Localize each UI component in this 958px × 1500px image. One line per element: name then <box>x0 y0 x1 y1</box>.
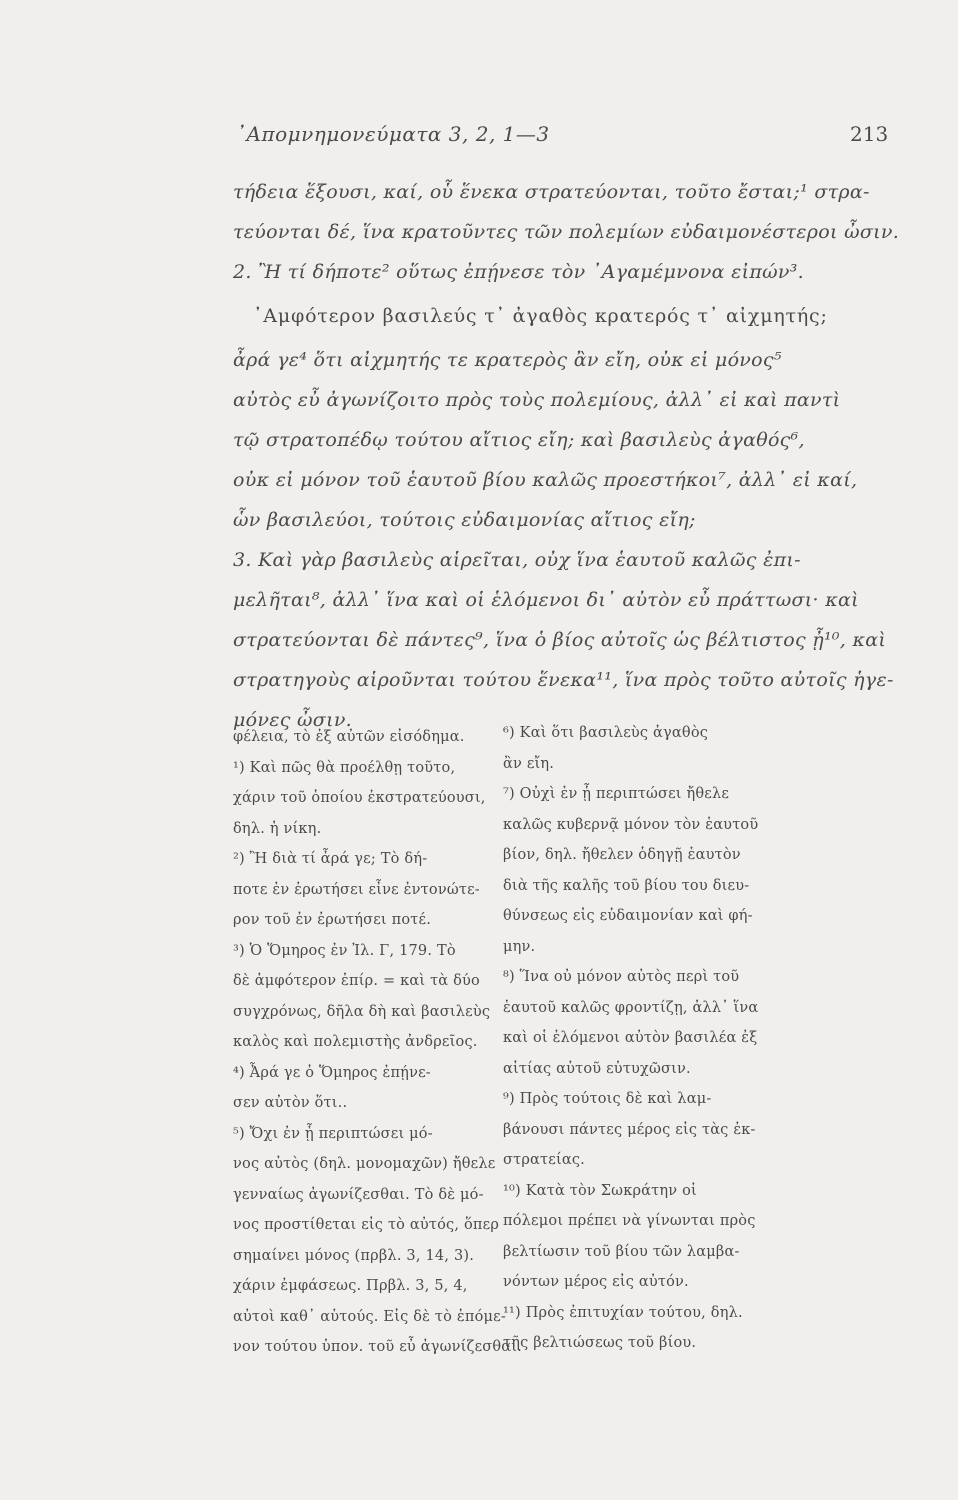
text-line: 3. Καὶ γὰρ βασιλεὺς αἱρεῖται, οὐχ ἵνα ἑαυτοῦ καλῶς ἐπι- <box>233 549 801 571</box>
footnote-line: ⁹) Πρὸς τούτοις δὲ καὶ λαμ- <box>503 1091 712 1107</box>
page-number: 213 <box>850 122 889 146</box>
footnote-line: καλὸς καὶ πολεμιστὴς ἀνδρεῖος. <box>233 1034 478 1050</box>
footnote-line: βίον, δηλ. ἤθελεν ὁδηγῇ ἑαυτὸν <box>503 847 741 863</box>
footnote-line: νον τούτου ὑπον. τοῦ εὖ ἀγωνίζεσθαι. <box>233 1339 522 1355</box>
footnote-line: ¹⁰) Κατὰ τὸν Σωκράτην οἱ <box>503 1182 697 1199</box>
text-line: οὐκ εἰ μόνον τοῦ ἑαυτοῦ βίου καλῶς προεστήκοι⁷, ἀλλ᾽ εἰ καί, <box>233 469 858 491</box>
text-line: στρατηγοὺς αἱροῦνται τούτου ἕνεκα¹¹, ἵνα πρὸς τοῦτο αὐτοῖς ἡγε- <box>233 669 894 691</box>
text-line: στρατεύονται δὲ πάντες⁹, ἵνα ὁ βίος αὐτοῖς ὡς βέλτιστος ᾖ¹⁰, καὶ <box>233 629 887 651</box>
text-line: τεύονται δέ, ἵνα κρατοῦντες τῶν πολεμίων εὐδαιμονέστεροι ὦσιν. <box>233 221 900 243</box>
footnotes-right-column <box>503 718 759 1359</box>
footnote-line: νόντων μέρος εἰς αὐτόν. <box>503 1274 689 1290</box>
footnote-line: φέλεια, τὸ ἐξ αὐτῶν εἰσόδημα. <box>233 729 465 745</box>
footnote-line: ἑαυτοῦ καλῶς φροντίζῃ, ἀλλ᾽ ἵνα <box>503 999 759 1016</box>
footnote-line: βάνουσι πάντες μέρος εἰς τὰς ἐκ- <box>503 1121 756 1138</box>
footnote-line: χάριν τοῦ ὁποίου ἐκστρατεύουσι, <box>233 790 486 806</box>
footnote-line: ²) Ἢ διὰ τί ἆρά γε; Τὸ δή- <box>233 851 428 867</box>
footnote-line: χάριν ἐμφάσεως. Πρβλ. 3, 5, 4, <box>233 1278 468 1294</box>
footnote-line: ¹¹) Πρὸς ἐπιτυχίαν τούτου, δηλ. <box>503 1304 743 1321</box>
footnote-line: συγχρόνως, δῆλα δὴ καὶ βασιλεὺς <box>233 1003 491 1020</box>
footnote-line: πόλεμοι πρέπει νὰ γίνωνται πρὸς <box>503 1213 756 1229</box>
footnote-line: στρατείας. <box>503 1152 585 1168</box>
footnote-line: θύνσεως εἰς εὐδαιμονίαν καὶ φή- <box>503 908 753 924</box>
footnote-line: σημαίνει μόνος (πρβλ. 3, 14, 3). <box>233 1247 475 1264</box>
footnote-line: ⁶) Καὶ ὅτι βασιλεὺς ἀγαθὸς <box>503 725 709 741</box>
footnote-line: τῆς βελτιώσεως τοῦ βίου. <box>503 1335 697 1351</box>
verse-quotation: ᾽Αμφότερον βασιλεύς τ᾽ ἀγαθὸς κρατερός τ᾽ αἰχμητής; <box>253 305 828 327</box>
page-header <box>0 122 958 156</box>
footnote-line: αἰτίας αὐτοῦ εὐτυχῶσιν. <box>503 1060 691 1077</box>
footnote-line: ποτε ἐν ἐρωτήσει εἶνε ἐντονώτε- <box>233 881 480 898</box>
footnote-line: ἂν εἴη. <box>503 755 555 772</box>
text-line: ἆρά γε⁴ ὅτι αἰχμητής τε κρατερὸς ἂν εἴη, οὐκ εἰ μόνος⁵ <box>233 349 782 371</box>
footnote-line: ⁸) Ἵνα οὐ μόνον αὐτὸς περὶ τοῦ <box>503 969 740 985</box>
main-text <box>233 172 900 740</box>
footnote-line: δηλ. ἡ νίκη. <box>233 820 322 837</box>
footnote-line: ⁴) Ἆρά γε ὁ Ὅμηρος ἐπῄνε- <box>233 1064 431 1081</box>
text-line: 2. Ἢ τί δήποτε² οὕτως ἐπῄνεσε τὸν ᾽Αγαμέμνονα εἰπών³. <box>233 261 805 283</box>
footnote-line: δὲ ἀμφότερον ἐπίρ. = καὶ τὰ δύο <box>233 973 480 989</box>
footnote-line: καὶ οἱ ἑλόμενοι αὐτὸν βασιλέα ἐξ <box>503 1030 758 1046</box>
footnote-line: αὐτοὶ καθ᾽ αὑτούς. Εἰς δὲ τὸ ἑπόμε- <box>233 1308 506 1325</box>
footnote-line: βελτίωσιν τοῦ βίου τῶν λαμβα- <box>503 1243 740 1260</box>
footnote-line: μην. <box>503 938 536 955</box>
footnote-line: νος αὐτὸς (δηλ. μονομαχῶν) ἤθελε <box>233 1156 496 1172</box>
footnote-line: νος προστίθεται εἰς τὸ αὐτός, ὅπερ <box>233 1217 500 1233</box>
text-line: ὧν βασιλεύοι, τούτοις εὐδαιμονίας αἴτιος εἴη; <box>233 509 696 531</box>
text-line: αὐτὸς εὖ ἀγωνίζοιτο πρὸς τοὺς πολεμίους, ἀλλ᾽ εἰ καὶ παντὶ <box>233 389 841 411</box>
footnote-line: σεν αὐτὸν ὅτι.. <box>233 1095 348 1111</box>
running-head: ᾽Απομνημονεύματα 3, 2, 1—3 <box>236 122 550 146</box>
footnote-line: ⁵) Ὄχι ἐν ᾗ περιπτώσει μό- <box>233 1125 433 1142</box>
footnote-line: ³) Ὁ Ὅμηρος ἐν Ἰλ. Γ, 179. Τὸ <box>233 942 456 959</box>
footnote-line: γενναίως ἀγωνίζεσθαι. Τὸ δὲ μό- <box>233 1186 484 1203</box>
text-line: μόνες ὦσιν. <box>233 709 353 731</box>
text-line: τῷ στρατοπέδῳ τούτου αἴτιος εἴη; καὶ βασιλεὺς ἀγαθός⁶, <box>233 429 805 451</box>
footnote-line: ¹) Καὶ πῶς θὰ προέλθῃ τοῦτο, <box>233 759 456 776</box>
footnote-line: καλῶς κυβερνᾷ μόνον τὸν ἑαυτοῦ <box>503 816 759 833</box>
footnote-line: ρον τοῦ ἐν ἐρωτήσει ποτέ. <box>233 912 432 928</box>
text-line: μελῆται⁸, ἀλλ᾽ ἵνα καὶ οἱ ἑλόμενοι δι᾽ αὐτὸν εὖ πράττωσι· καὶ <box>233 589 859 611</box>
text-line: τήδεια ἕξουσι, καί, οὗ ἕνεκα στρατεύονται, τοῦτο ἔσται;¹ στρα- <box>233 181 870 203</box>
footnote-line: διὰ τῆς καλῆς τοῦ βίου του διευ- <box>503 877 750 894</box>
footnote-line: ⁷) Οὐχὶ ἐν ᾗ περιπτώσει ἤθελε <box>503 786 730 802</box>
